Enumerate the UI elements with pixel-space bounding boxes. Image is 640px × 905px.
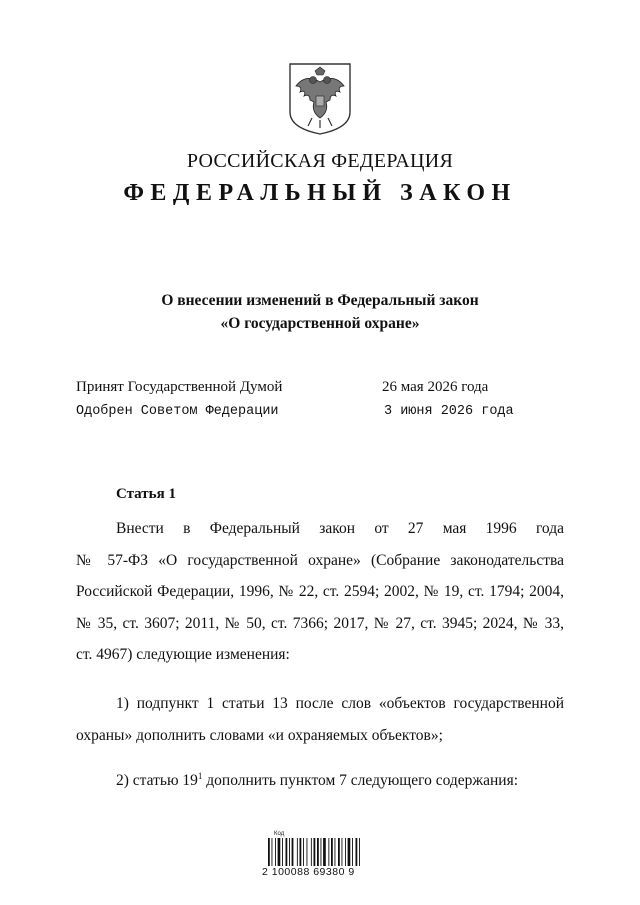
article-heading: Статья 1 xyxy=(116,486,176,502)
barcode-bar xyxy=(356,838,358,866)
barcode-bar xyxy=(307,838,308,866)
barcode-bar xyxy=(321,838,322,866)
barcode-bar xyxy=(289,838,290,866)
document-type-heading: ФЕДЕРАЛЬНЫЙ ЗАКОН xyxy=(123,180,517,206)
item-text: 2) статью 19 xyxy=(116,772,198,790)
article-paragraph xyxy=(76,513,564,671)
paragraph-line: 1) подпункт 1 статьи 13 после слов «объектов государственной xyxy=(116,695,564,712)
paragraph-line: № 35, ст. 3607; 2011, № 50, ст. 7366; 2017, № 27, ст. 3945; 2024, № 33, xyxy=(76,614,564,632)
barcode-bar xyxy=(348,838,351,866)
barcode-bar xyxy=(278,838,281,866)
barcode-mark: Код xyxy=(274,831,285,837)
paragraph-line: Российской Федерации, 1996, № 22, ст. 2594; 2002, № 19, ст. 1794; 2004, xyxy=(76,583,564,600)
amendment-item-1 xyxy=(76,688,564,751)
document-title xyxy=(0,289,640,335)
document-title-line: «О государственной охране» xyxy=(220,315,420,332)
barcode-bar xyxy=(268,838,270,866)
council-approval-label: Одобрен Советом Федерации xyxy=(76,404,279,419)
coat-of-arms-icon xyxy=(288,62,352,136)
barcode-bar xyxy=(300,838,302,866)
barcode-bar xyxy=(328,838,329,866)
barcode-bar xyxy=(314,838,316,866)
barcode-bar xyxy=(342,838,343,866)
barcode-bar xyxy=(338,838,340,866)
barcode-bar xyxy=(345,838,346,866)
country-heading: РОССИЙСКАЯ ФЕДЕРАЦИЯ xyxy=(186,150,454,172)
paragraph-line: охраны» дополнить словами «и охраняемых объектов»; xyxy=(76,726,443,744)
amendment-item-2 xyxy=(76,761,564,797)
barcode-bar xyxy=(311,838,312,866)
barcode-bar xyxy=(286,838,288,866)
barcode-bar xyxy=(303,838,304,866)
barcode-bar xyxy=(359,838,360,866)
barcode-bar xyxy=(297,838,298,866)
barcode-bar xyxy=(292,838,294,866)
barcode-bar xyxy=(272,838,273,866)
paragraph-line: № 57-ФЗ «О государственной охране» (Собрание законодательства xyxy=(76,551,564,569)
barcode-bar xyxy=(352,838,353,866)
superscript: 1 xyxy=(197,771,203,781)
duma-adoption-label: Принят Государственной Думой xyxy=(76,379,283,395)
council-approval-date: 3 июня 2026 года xyxy=(384,404,514,419)
document-title-line: О внесении изменений в Федеральный закон xyxy=(161,292,479,309)
barcode-number: 2 100088 69380 9 xyxy=(262,866,355,878)
paragraph-line: ст. 4967) следующие изменения: xyxy=(76,646,290,663)
barcode-bar xyxy=(275,838,276,866)
barcode-bar xyxy=(282,838,283,866)
paragraph-line: Внести в Федеральный закон от 27 мая 1996 года xyxy=(116,520,564,537)
barcode-bar xyxy=(323,838,326,866)
duma-adoption-date: 26 мая 2026 года xyxy=(382,379,489,395)
barcode-bar xyxy=(331,838,333,866)
item-text: дополнить пунктом 7 следующего содержания: xyxy=(202,772,519,790)
barcode-bar xyxy=(335,838,336,866)
barcode-bar xyxy=(317,838,319,866)
